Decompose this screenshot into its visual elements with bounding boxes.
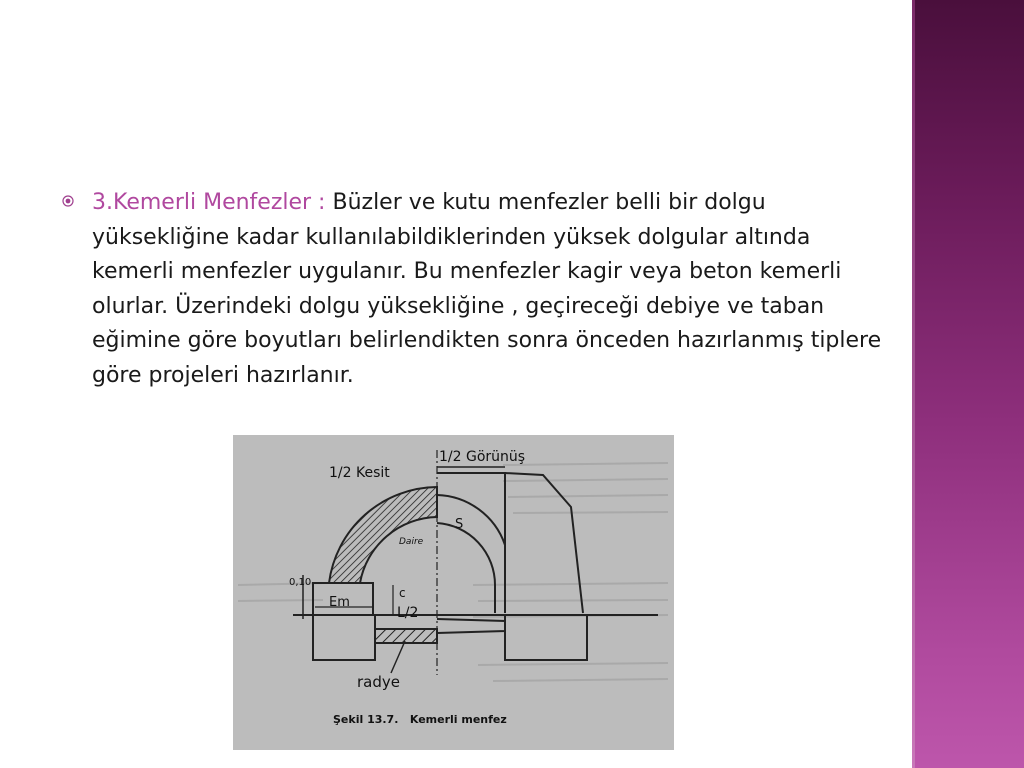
wing-wall-outline xyxy=(505,473,583,613)
label-dim-010: 0,10 xyxy=(289,577,312,588)
bullet-paragraph xyxy=(62,186,882,393)
abutment-outline xyxy=(313,583,329,615)
label-daire: Daire xyxy=(399,537,424,547)
label-half-view: 1/2 Görünüş xyxy=(439,449,526,465)
culvert-figure xyxy=(233,435,674,750)
side-band-edge xyxy=(912,0,915,768)
bleed-through-lines xyxy=(238,463,668,681)
label-s: S xyxy=(455,517,464,532)
figure-caption: Şekil 13.7. Kemerli menfez xyxy=(333,713,507,726)
radye-right-slab xyxy=(437,619,505,633)
arch-view-outer xyxy=(437,495,505,545)
radio-bullet-icon xyxy=(62,195,74,207)
side-decoration-band xyxy=(912,0,1024,768)
paragraph-body: Büzler ve kutu menfezler belli bir dolgu yüksekliğine kadar kullanılabildiklerinden yüksek dolgular altında kemerli menfezler uygulanır. Bu menfezler kagir veya beton kemerli olurlar. Üzerindeki dolgu yüksekliğine , geçireceği debiye ve taban eğimine göre boyutları belirlendikten sonra önceden hazırlanmış tiplere göre projeleri hazırlanır. xyxy=(92,190,882,388)
radye-leader xyxy=(391,641,405,673)
arch-view-inner xyxy=(437,523,495,585)
left-footing xyxy=(313,615,375,660)
label-l-half: L/2 xyxy=(397,605,419,621)
label-radye: radye xyxy=(357,673,400,691)
label-half-section: 1/2 Kesit xyxy=(329,465,390,481)
label-em: Em xyxy=(329,595,350,610)
arch-ring-hatched xyxy=(329,487,437,583)
label-c: c xyxy=(399,586,406,600)
radye-slab xyxy=(375,629,437,643)
abutment-inner xyxy=(360,583,373,615)
culvert-diagram xyxy=(233,435,674,750)
paragraph-text xyxy=(92,186,882,393)
right-footing xyxy=(505,615,587,660)
paragraph-lead: 3.Kemerli Menfezler : xyxy=(92,190,326,215)
